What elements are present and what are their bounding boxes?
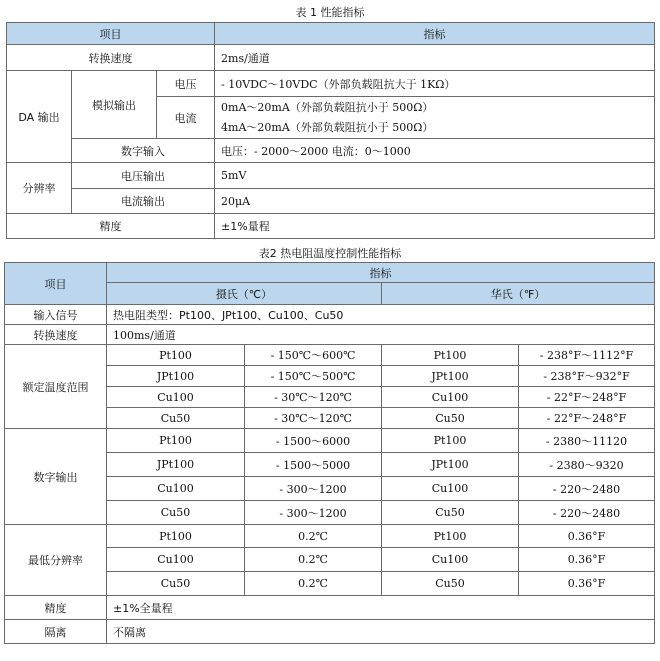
f-value-cell: - 2380～11120: [519, 429, 655, 453]
isolation-value: 不隔离: [107, 620, 655, 644]
c-value-cell: - 150℃～600℃: [245, 345, 382, 366]
digital-output-label: 数字输出: [5, 429, 107, 525]
current-output-value: 20μA: [215, 189, 655, 214]
header-spec: 指标: [107, 263, 655, 283]
f-value-cell: 0.36°F: [519, 572, 655, 596]
f-value-cell: 0.36°F: [519, 525, 655, 548]
header-celsius: 摄氏（℃）: [107, 283, 382, 305]
conversion-speed-label: 转换速度: [7, 45, 215, 71]
c-value-cell: - 30℃～120℃: [245, 408, 382, 429]
voltage-value: - 10VDC～10VDC（外部负载阻抗大于 1KΩ）: [215, 71, 655, 97]
conversion-speed-value: 2ms/通道: [215, 45, 655, 71]
c-value-cell: 0.2℃: [245, 525, 382, 548]
input-signal-value: 热电阻类型：Pt100、JPt100、Cu100、Cu50: [107, 305, 655, 325]
f-value-cell: 0.36°F: [519, 548, 655, 572]
f-type-cell: Cu100: [382, 548, 519, 572]
current-value: [215, 97, 655, 139]
conversion-speed-value: 100ms/通道: [107, 325, 655, 345]
digital-input-label: 数字输入: [72, 139, 215, 163]
f-type-cell: Pt100: [382, 345, 519, 366]
header-fahrenheit: 华氏（℉）: [382, 283, 655, 305]
f-type-cell: Pt100: [382, 429, 519, 453]
current-value-1: 0mA～20mA（外部负载阻抗小于 500Ω）: [221, 100, 434, 114]
c-value-cell: - 1500～5000: [245, 453, 382, 477]
c-value-cell: 0.2℃: [245, 548, 382, 572]
table-row: [5, 525, 655, 548]
current-output-label: 电流输出: [72, 189, 215, 214]
header-spec: 指标: [215, 23, 655, 45]
c-type-cell: Cu50: [107, 408, 245, 429]
f-type-cell: Cu100: [382, 477, 519, 501]
isolation-label: 隔离: [5, 620, 107, 644]
digital-input-value: 电压：- 2000～2000 电流：0～1000: [215, 139, 655, 163]
voltage-output-label: 电压输出: [72, 163, 215, 189]
c-value-cell: - 300～1200: [245, 477, 382, 501]
f-value-cell: - 220～2480: [519, 501, 655, 525]
f-value-cell: - 238°F～932°F: [519, 366, 655, 387]
f-value-cell: - 22°F～248°F: [519, 408, 655, 429]
da-output-label: DA 输出: [7, 71, 72, 163]
c-value-cell: - 300～1200: [245, 501, 382, 525]
f-value-cell: - 238°F～1112°F: [519, 345, 655, 366]
c-type-cell: Cu50: [107, 572, 245, 596]
accuracy-value: ±1%量程: [215, 214, 655, 239]
voltage-label: 电压: [157, 71, 215, 97]
c-type-cell: Pt100: [107, 429, 245, 453]
c-type-cell: Cu100: [107, 387, 245, 408]
f-value-cell: - 220～2480: [519, 477, 655, 501]
header-item: 项目: [7, 23, 215, 45]
c-type-cell: JPt100: [107, 453, 245, 477]
c-type-cell: JPt100: [107, 366, 245, 387]
f-type-cell: Pt100: [382, 525, 519, 548]
header-item: 项目: [5, 263, 107, 305]
f-value-cell: - 22°F～248°F: [519, 387, 655, 408]
f-value-cell: - 2380～9320: [519, 453, 655, 477]
c-type-cell: Cu50: [107, 501, 245, 525]
f-type-cell: JPt100: [382, 366, 519, 387]
table2-caption: 表2 热电阻温度控制性能指标: [258, 247, 402, 260]
conversion-speed-label: 转换速度: [5, 325, 107, 345]
table-row: [5, 429, 655, 453]
c-value-cell: 0.2℃: [245, 572, 382, 596]
min-resolution-label: 最低分辨率: [5, 525, 107, 596]
f-type-cell: Cu100: [382, 387, 519, 408]
f-type-cell: JPt100: [382, 453, 519, 477]
voltage-output-value: 5mV: [215, 163, 655, 189]
c-type-cell: Pt100: [107, 525, 245, 548]
accuracy-label: 精度: [7, 214, 215, 239]
table1-caption: 表 1 性能指标: [295, 6, 365, 19]
f-type-cell: Cu50: [382, 501, 519, 525]
rated-range-label: 额定温度范围: [5, 345, 107, 429]
c-type-cell: Cu100: [107, 477, 245, 501]
accuracy-label: 精度: [5, 596, 107, 620]
c-type-cell: Cu100: [107, 548, 245, 572]
analog-output-label: 模拟输出: [72, 71, 157, 139]
f-type-cell: Cu50: [382, 572, 519, 596]
performance-table: [6, 22, 655, 239]
current-label: 电流: [157, 97, 215, 139]
rtd-performance-table: [4, 262, 655, 644]
accuracy-value: ±1%全量程: [107, 596, 655, 620]
c-value-cell: - 150℃～500℃: [245, 366, 382, 387]
c-type-cell: Pt100: [107, 345, 245, 366]
resolution-label: 分辨率: [7, 163, 72, 214]
f-type-cell: Cu50: [382, 408, 519, 429]
c-value-cell: - 1500～6000: [245, 429, 382, 453]
c-value-cell: - 30℃～120℃: [245, 387, 382, 408]
current-value-2: 4mA～20mA（外部负载阻抗小于 500Ω）: [221, 120, 434, 134]
input-signal-label: 输入信号: [5, 305, 107, 325]
table-row: [5, 345, 655, 366]
